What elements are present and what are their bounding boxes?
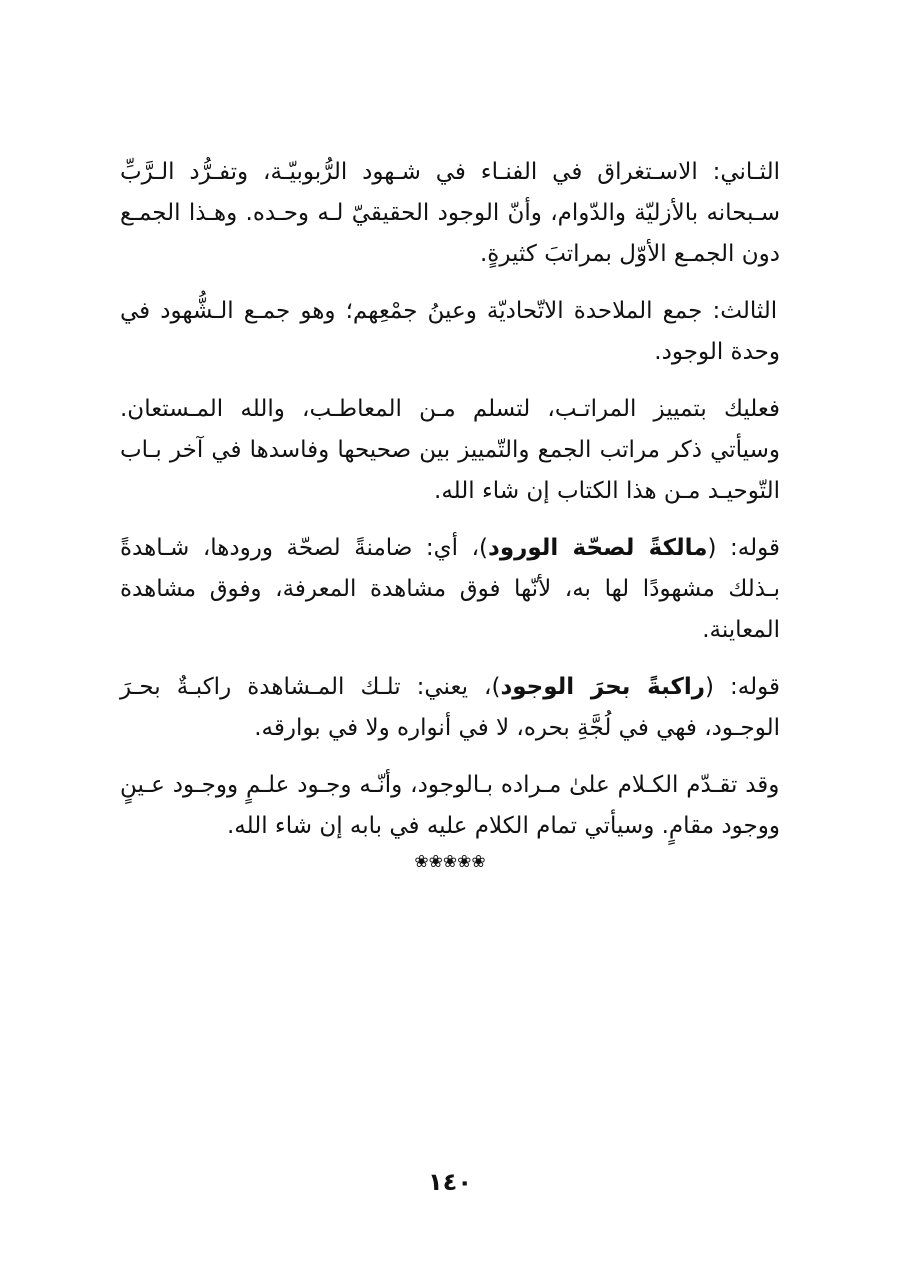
text-line: هذا الكتاب إن شاء الله. — [434, 478, 657, 504]
text-line: ووجود مقامٍ. وسيأتي تمام الكلام عليه في بابه إن شاء الله. — [226, 813, 780, 839]
text-line: وحدة الوجود. — [654, 339, 780, 365]
paragraph-second — [120, 152, 780, 275]
text-line: الثالث: جمع الملاحدة الاتّحاديّة وعينُ جمْعِهم؛ وهو جمـع الـشُّهود في — [120, 298, 778, 324]
quoted-phrase: مالكةً لصحّة الورود — [488, 535, 708, 561]
page-number: ١٤٠ — [428, 1168, 472, 1196]
paragraph-advice — [120, 389, 780, 512]
quote-rest: )، أي: ضامنةً لصحّة ورودها، شـاهدةً بـذلك — [120, 535, 780, 602]
paragraph-closing — [120, 765, 780, 847]
text-line: الثـاني: الاسـتغراق في الفنـاء في شـهود الرُّبوبيّـة، وتفـرُّد الـرَّبِّ سـبحانه — [120, 159, 780, 226]
floral-ornament-icon: ❀❀❀❀❀ — [414, 852, 486, 872]
text-line: فعليك بتمييز المراتـب، لتسلم مـن المعاطـب، والله المـستعان. وسيأتي — [120, 396, 780, 463]
text-line: فهي في لُجَّةِ بحره، لا في أنواره ولا في بوارقه. — [254, 715, 697, 741]
text-line: مشهودًا لها به، لأنّها فوق مشاهدة المعرفة، وفوق مشاهدة المعاينة. — [120, 576, 780, 643]
text-line: الأوّل بمراتبَ كثيرةٍ. — [480, 241, 667, 267]
body-text — [120, 152, 780, 863]
section-end-ornament — [0, 848, 900, 872]
text-line: وقد تقـدّم الكـلام علىٰ مـراده بـالوجود، وأنّـه وجـود علـمٍ ووجـود عـينٍ — [120, 772, 780, 798]
quoted-phrase: راكبةً بحرَ الوجود — [500, 674, 706, 700]
paragraph-third — [120, 291, 780, 373]
text-line: بالأزليّة والدّوام، وأنّ الوجود الحقيقيّ لـه وحـده. وهـذا الجمـع دون الجمـع — [120, 200, 780, 267]
quote-lead: قوله: ( — [705, 674, 780, 700]
text-line: ذكر مراتب الجمع والتّمييز بين صحيحها وفاسدها في آخر بـاب التّوحيـد مـن — [120, 437, 780, 504]
paragraph-quote-malika — [120, 528, 780, 651]
quote-lead: قوله: ( — [707, 535, 780, 561]
paragraph-quote-rakiba — [120, 667, 780, 749]
quote-rest: )، يعني: تلـك المـشاهدة راكبـةٌ بحـرَ الوجـود، — [120, 674, 780, 741]
